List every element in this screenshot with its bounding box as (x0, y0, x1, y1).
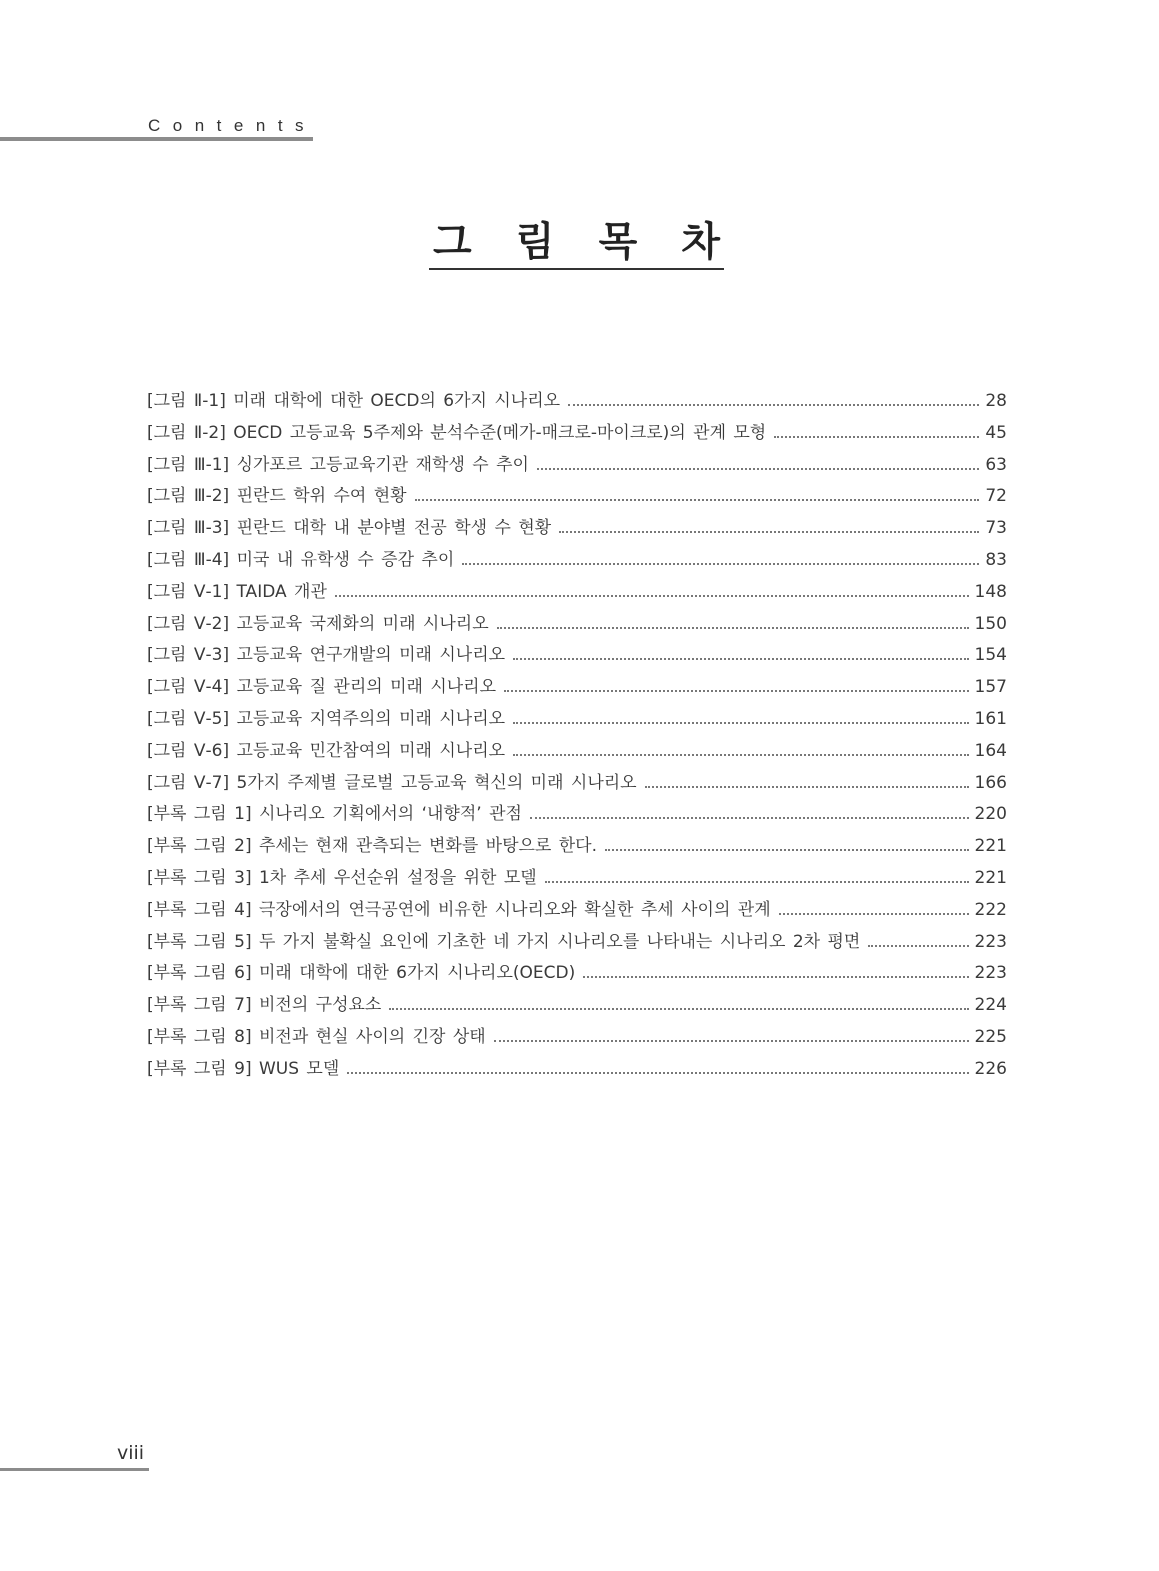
dot-leader (774, 436, 979, 438)
toc-entry-page: 28 (985, 391, 1007, 411)
dot-leader (779, 913, 969, 915)
footer-rule (0, 1468, 149, 1471)
dot-leader (545, 881, 969, 883)
toc-entry-page: 83 (985, 549, 1007, 570)
toc-entry-label: [그림 Ⅴ-4] 고등교육 질 관리의 미래 시나리오 (147, 677, 497, 698)
toc-entry[interactable] (147, 736, 1007, 768)
dot-leader (494, 1040, 969, 1042)
page-number: viii (117, 1442, 145, 1464)
toc-entry-page: 225 (974, 1026, 1007, 1047)
toc-entry[interactable] (147, 768, 1007, 800)
toc-entry-label: [그림 Ⅲ-2] 핀란드 학위 수여 현황 (147, 486, 407, 507)
dot-leader (513, 754, 969, 756)
toc-entry-page: 63 (985, 454, 1007, 475)
page-title-char: 림 (515, 219, 555, 265)
page-title-char: 그 (433, 219, 472, 265)
toc-entry-page: 150 (974, 613, 1007, 634)
toc-entry-label: [부록 그림 8] 비전과 현실 사이의 긴장 상태 (147, 1026, 486, 1047)
dot-leader (389, 1008, 968, 1010)
dot-leader (513, 658, 969, 660)
toc-entry-page: 221 (974, 867, 1007, 888)
toc-entry-label: [그림 Ⅱ-1] 미래 대학에 대한 OECD의 6가지 시나리오 (147, 391, 561, 411)
dot-leader (605, 849, 969, 851)
toc-entry[interactable] (147, 418, 1007, 450)
toc-entry-page: 224 (974, 995, 1007, 1016)
toc-entry-label: [그림 Ⅴ-2] 고등교육 국제화의 미래 시나리오 (147, 613, 489, 634)
toc-entry-label: [그림 Ⅴ-7] 5가지 주제별 글로벌 고등교육 혁신의 미래 시나리오 (147, 772, 637, 793)
toc-entry-label: [그림 Ⅲ-3] 핀란드 대학 내 분야별 전공 학생 수 현황 (147, 518, 552, 539)
toc-entry[interactable] (147, 577, 1007, 609)
dot-leader (868, 945, 968, 947)
toc-entry-page: 148 (974, 581, 1007, 602)
toc-entry-page: 73 (985, 518, 1007, 539)
toc-entry-page: 223 (974, 931, 1007, 952)
toc-entry-label: [부록 그림 7] 비전의 구성요소 (147, 995, 382, 1016)
toc-entry[interactable] (147, 1022, 1007, 1054)
dot-leader (537, 468, 979, 470)
toc-entry-page: 223 (974, 963, 1007, 984)
dot-leader (583, 976, 968, 978)
toc-entry-label: [부록 그림 4] 극장에서의 연극공연에 비유한 시나리오와 확실한 추세 사이의 관계 (147, 899, 771, 920)
toc-entry-label: [그림 Ⅴ-6] 고등교육 민간참여의 미래 시나리오 (147, 740, 506, 761)
toc-entry-page: 221 (974, 836, 1007, 857)
toc-entry[interactable] (147, 672, 1007, 704)
toc-entry[interactable] (147, 640, 1007, 672)
toc-entry-label: [그림 Ⅱ-2] OECD 고등교육 5주제와 분석수준(메가-매크로-마이크로)의 관계 모형 (147, 422, 767, 443)
section-header-label: Contents (148, 116, 317, 135)
toc-entry-page: 220 (974, 804, 1007, 825)
toc-entry[interactable] (147, 863, 1007, 895)
toc-entry[interactable] (147, 831, 1007, 863)
dot-leader (347, 1072, 968, 1074)
toc-entry[interactable] (147, 513, 1007, 545)
page-title (429, 218, 724, 270)
toc-entry-label: [그림 Ⅴ-3] 고등교육 연구개발의 미래 시나리오 (147, 645, 506, 666)
dot-leader (497, 627, 969, 629)
dot-leader (568, 404, 979, 406)
toc-entry[interactable] (147, 450, 1007, 482)
toc-entry-page: 166 (974, 772, 1007, 793)
toc-entry[interactable] (147, 609, 1007, 641)
dot-leader (645, 786, 969, 788)
dot-leader (462, 563, 979, 565)
toc-entry-label: [부록 그림 3] 1차 추세 우선순위 설정을 위한 모델 (147, 867, 537, 888)
toc-entry[interactable] (147, 895, 1007, 927)
page-title-char: 차 (681, 219, 720, 265)
dot-leader (513, 722, 969, 724)
toc-entry[interactable] (147, 481, 1007, 513)
toc-entry-page: 222 (974, 899, 1007, 920)
dot-leader (504, 690, 969, 692)
dot-leader (415, 499, 980, 501)
toc-entry-label: [부록 그림 9] WUS 모델 (147, 1058, 340, 1079)
dot-leader (559, 531, 979, 533)
header-rule (0, 137, 313, 141)
toc-entry-label: [그림 Ⅴ-5] 고등교육 지역주의의 미래 시나리오 (147, 708, 506, 729)
toc-entry-label: [부록 그림 1] 시나리오 기획에서의 ‘내향적’ 관점 (147, 804, 522, 825)
toc-entry-label: [그림 Ⅲ-1] 싱가포르 고등교육기관 재학생 수 추이 (147, 454, 529, 475)
figure-table-of-contents (147, 386, 1007, 1086)
dot-leader (335, 595, 969, 597)
toc-entry-page: 157 (974, 677, 1007, 698)
toc-entry[interactable] (147, 386, 1007, 418)
toc-entry[interactable] (147, 545, 1007, 577)
toc-entry-label: [그림 Ⅲ-4] 미국 내 유학생 수 증감 추이 (147, 549, 455, 570)
toc-entry[interactable] (147, 799, 1007, 831)
toc-entry-page: 161 (974, 708, 1007, 729)
toc-entry[interactable] (147, 958, 1007, 990)
toc-entry-page: 45 (985, 422, 1007, 443)
toc-entry-label: [부록 그림 2] 추세는 현재 관측되는 변화를 바탕으로 한다. (147, 836, 597, 857)
toc-entry-page: 164 (974, 740, 1007, 761)
toc-entry[interactable] (147, 927, 1007, 959)
toc-entry-label: [부록 그림 6] 미래 대학에 대한 6가지 시나리오(OECD) (147, 963, 576, 984)
toc-entry-page: 154 (974, 645, 1007, 666)
dot-leader (530, 817, 969, 819)
page-title-char: 목 (598, 219, 638, 265)
toc-entry[interactable] (147, 990, 1007, 1022)
toc-entry-page: 226 (974, 1058, 1007, 1079)
toc-entry[interactable] (147, 1054, 1007, 1086)
toc-entry[interactable] (147, 704, 1007, 736)
toc-entry-label: [그림 Ⅴ-1] TAIDA 개관 (147, 581, 327, 602)
toc-entry-page: 72 (985, 486, 1007, 507)
toc-entry-label: [부록 그림 5] 두 가지 불확실 요인에 기초한 네 가지 시나리오를 나타내는 시나리오 2차 평면 (147, 931, 861, 952)
